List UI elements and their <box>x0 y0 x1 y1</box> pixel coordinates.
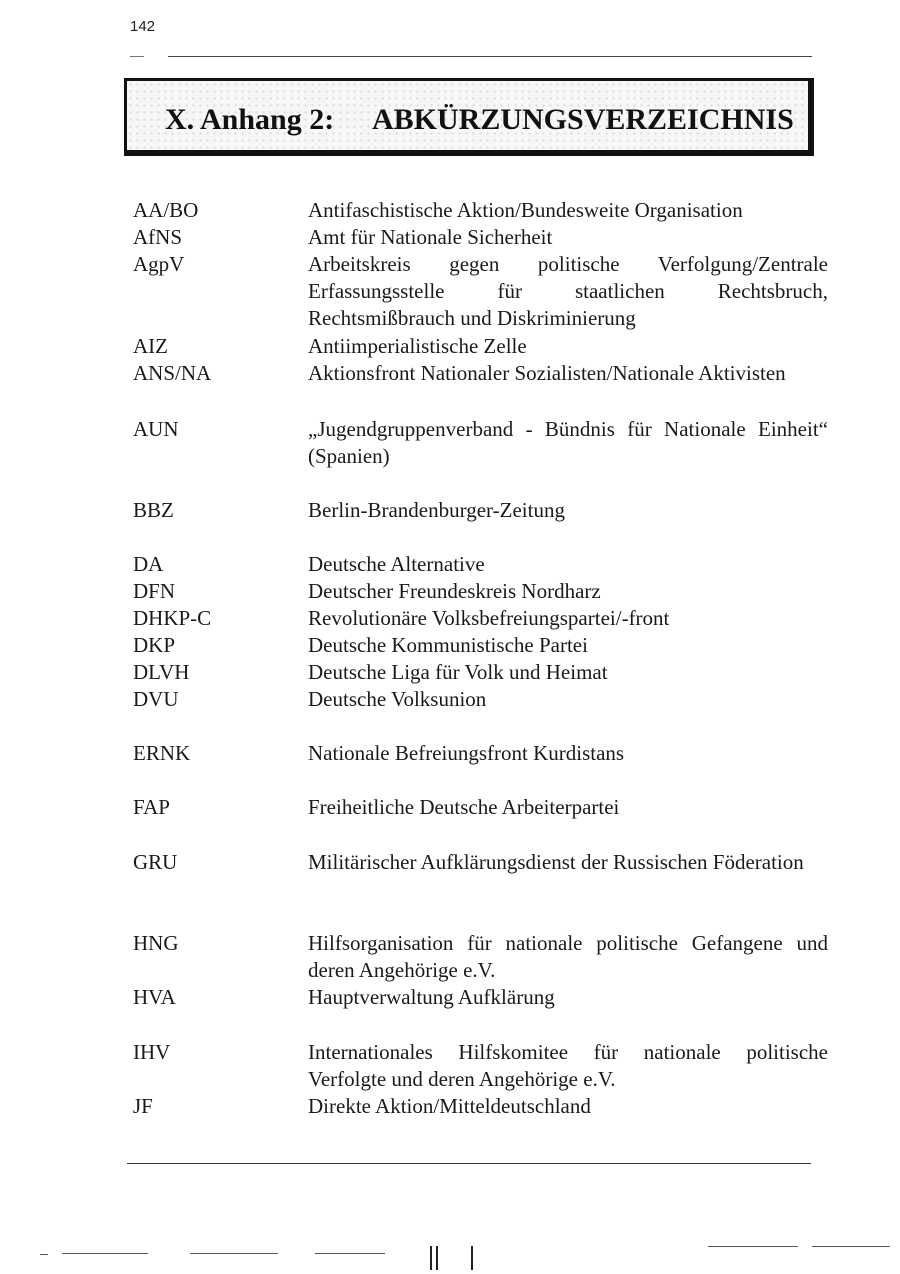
abbreviation: AIZ <box>133 334 168 358</box>
page-number: 142 <box>130 18 156 35</box>
abbreviation: DFN <box>133 579 176 603</box>
abbreviation-definition: Antiimperialistische Zelle <box>308 334 527 358</box>
abbreviation-definition: Arbeitskreis gegen politische Verfolgung/Zentrale Erfassungsstelle für staatlichen Rechtsbruch, Rechtsmißbrauch und Diskriminierung <box>308 252 828 330</box>
abbreviation: FAP <box>133 795 170 819</box>
scan-artifact-line <box>812 1246 890 1247</box>
abbreviation-definition: Militärischer Aufklärungsdienst der Russischen Föderation <box>308 850 804 874</box>
abbreviation: ANS/NA <box>133 361 212 385</box>
abbreviation-definition: Antifaschistische Aktion/Bundesweite Organisation <box>308 198 743 222</box>
abbreviation-definition: Revolutionäre Volksbefreiungspartei/-front <box>308 606 670 630</box>
abbreviation-definition: Hauptverwaltung Aufklärung <box>308 985 555 1009</box>
abbreviation: DA <box>133 552 164 576</box>
abbreviation: JF <box>133 1094 153 1118</box>
abbreviation-definition: Aktionsfront Nationaler Sozialisten/Nationale Aktivisten <box>308 361 786 385</box>
abbreviation-definition: Deutsche Volksunion <box>308 687 487 711</box>
abbreviation-definition: Freiheitliche Deutsche Arbeiterpartei <box>308 795 620 819</box>
scan-artifact-line <box>315 1253 385 1254</box>
abbreviation: DKP <box>133 633 176 657</box>
abbreviation: GRU <box>133 850 178 874</box>
abbreviation: AA/BO <box>133 198 199 222</box>
abbreviation-definition: Amt für Nationale Sicherheit <box>308 225 553 249</box>
abbreviation-definition: Deutsche Liga für Volk und Heimat <box>308 660 608 684</box>
abbreviation: HVA <box>133 985 176 1009</box>
abbreviation-definition: Nationale Befreiungsfront Kurdistans <box>308 741 625 765</box>
scan-artifact-line <box>190 1253 278 1254</box>
footer-rule <box>127 1163 811 1164</box>
abbreviation-definition: Deutsche Kommunistische Partei <box>308 633 588 657</box>
abbreviation: AfNS <box>133 225 183 249</box>
abbreviation: BBZ <box>133 498 174 522</box>
abbreviation-definition: Berlin-Brandenburger-Zeitung <box>308 498 565 522</box>
abbreviation: IHV <box>133 1040 171 1064</box>
abbreviation: DHKP-C <box>133 606 212 630</box>
scan-artifact-line <box>62 1253 148 1254</box>
section-title: ABKÜRZUNGSVERZEICHNIS <box>372 103 794 136</box>
abbreviation: ERNK <box>133 741 191 765</box>
scan-artifact-line <box>708 1246 798 1247</box>
abbreviation: HNG <box>133 931 179 955</box>
scan-artifact-bar <box>430 1246 432 1270</box>
abbreviation-definition: „Jugendgruppenverband - Bündnis für Nationale Einheit“ (Spanien) <box>308 417 828 468</box>
section-number: X. Anhang 2: <box>165 103 335 136</box>
scan-artifact-bar <box>436 1246 438 1270</box>
abbreviation-definition: Internationales Hilfskomitee für nationale politische Verfolgte und deren Angehörige e.V. <box>308 1040 828 1091</box>
abbreviation: AUN <box>133 417 179 441</box>
abbreviation: DVU <box>133 687 179 711</box>
abbreviation-definition: Hilfsorganisation für nationale politische Gefangene und deren Angehörige e.V. <box>308 931 828 982</box>
abbreviation-definition: Deutscher Freundeskreis Nordharz <box>308 579 601 603</box>
abbreviation-definition: Direkte Aktion/Mitteldeutschland <box>308 1094 591 1118</box>
abbreviation-definition: Deutsche Alternative <box>308 552 485 576</box>
abbreviation: DLVH <box>133 660 190 684</box>
scan-artifact-bar <box>471 1246 473 1270</box>
abbreviation: AgpV <box>133 252 185 276</box>
scan-artifact-line <box>40 1254 48 1255</box>
